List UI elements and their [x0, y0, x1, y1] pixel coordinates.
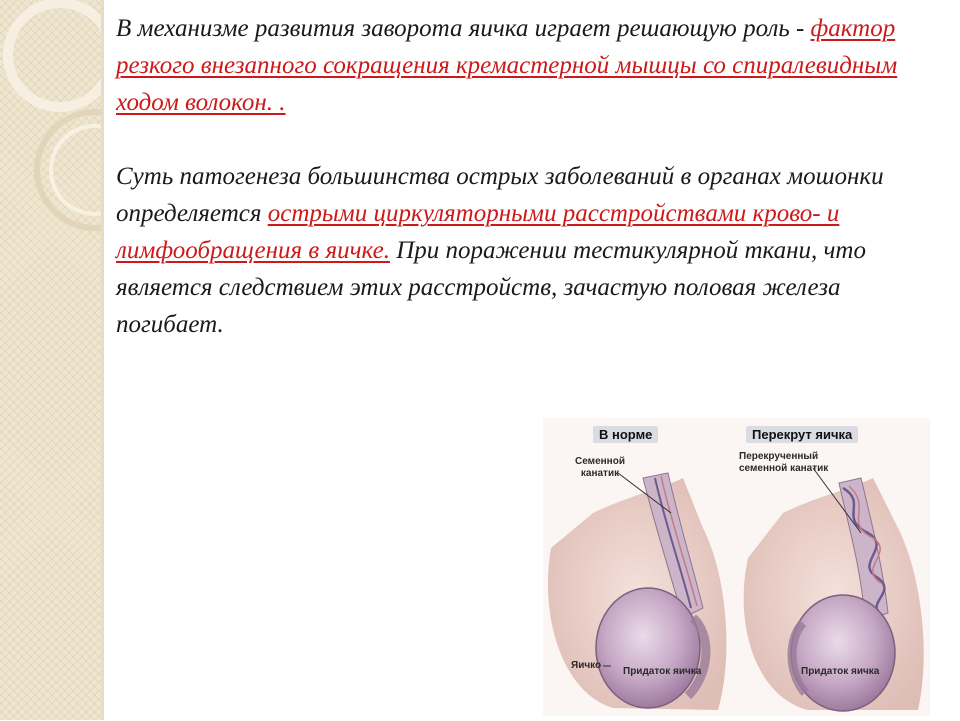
normal-testis-label: Яичко	[571, 660, 602, 671]
decorative-rings	[0, 0, 104, 720]
paragraph-2	[116, 158, 936, 343]
testicular-torsion-figure	[543, 418, 930, 716]
slide-body-text	[116, 10, 936, 343]
sidebar-edge	[101, 0, 104, 720]
torsion-epididymis-label: Придаток яичка	[801, 666, 880, 677]
torsion-title: Перекрут яичка	[746, 426, 858, 443]
normal-epididymis-label: Придаток яичка	[623, 666, 702, 677]
paragraph-2-highlight: острыми циркуляторными расстройствами крово- и лимфообращения в яичке.	[116, 200, 840, 264]
paragraph-1-highlight: фактор резкого внезапного сокращения кремастерной мышцы со спиралевидным ходом волокон. .	[116, 15, 898, 116]
decorative-sidebar	[0, 0, 104, 720]
paragraph-1-plain: В механизме развития заворота яичка играет решающую роль -	[116, 15, 811, 42]
paragraph-gap	[116, 121, 936, 158]
paragraph-2-plain-before: Суть патогенеза большинства острых заболеваний в органах мошонки определяется	[116, 163, 884, 227]
normal-title: В норме	[593, 426, 658, 443]
paragraph-1	[116, 10, 936, 121]
torsion-cord-label: Перекрученный семенной канатик	[739, 451, 829, 474]
paragraph-2-plain-after: При поражении тестикулярной ткани, что является следствием этих расстройств, зачастую половая железа погибает.	[116, 237, 866, 338]
normal-cord-label: Семенной канатик	[575, 456, 625, 479]
